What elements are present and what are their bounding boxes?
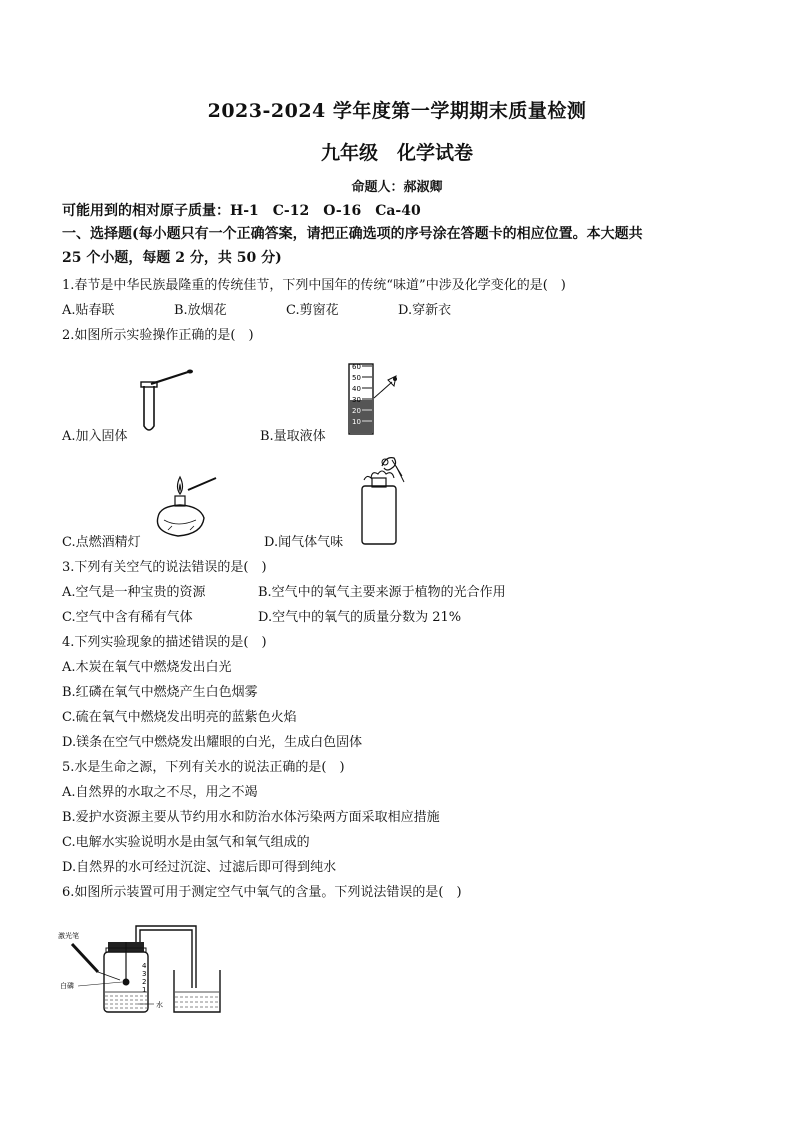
eye-icon bbox=[393, 377, 397, 381]
q1-option-c: C.剪窗花 bbox=[286, 303, 339, 318]
scale-mark-4: 4 bbox=[142, 962, 147, 970]
q6-stem: 6.如图所示装置可用于测定空气中氧气的含量。下列说法错误的是( ) bbox=[62, 885, 462, 900]
q2-option-a: A.加入固体 bbox=[62, 429, 128, 444]
q1-option-d: D.穿新衣 bbox=[398, 303, 452, 318]
q5-stem: 5.水是生命之源，下列有关水的说法正确的是( ) bbox=[62, 760, 345, 775]
q5-option-b: B.爱护水资源主要从节约用水和防治水体污染两方面采取相应措施 bbox=[62, 810, 440, 825]
scale-mark-1: 1 bbox=[142, 986, 147, 994]
label-laser-pen: 激光笔 bbox=[58, 932, 79, 940]
q3-option-d: D.空气中的氧气的质量分数为 21% bbox=[258, 610, 462, 625]
q4-stem: 4.下列实验现象的描述错误的是( ) bbox=[62, 635, 267, 650]
q1-stem: 1.春节是中华民族最隆重的传统佳节，下列中国年的传统“味道”中涉及化学变化的是( ) bbox=[62, 278, 566, 293]
q3-option-c: C.空气中含有稀有气体 bbox=[62, 610, 193, 625]
scale-mark-2: 2 bbox=[142, 978, 147, 986]
scale-mark-3: 3 bbox=[142, 970, 147, 978]
q2-option-b: B.量取液体 bbox=[260, 429, 326, 444]
q4-option-b: B.红磷在氧气中燃烧产生白色烟雾 bbox=[62, 685, 258, 700]
exam-title: 2023-2024 学年度第一学期期末质量检测 bbox=[207, 100, 587, 122]
atomic-mass-line: 可能用到的相对原子质量：H-1 C-12 O-16 Ca-40 bbox=[62, 203, 421, 219]
q4-option-c: C.硫在氧气中燃烧发出明亮的蓝紫色火焰 bbox=[62, 710, 297, 725]
cyl-mark-10: 10 bbox=[352, 418, 361, 426]
exam-author: 命题人：郝淑卿 bbox=[351, 180, 443, 195]
q3-option-b: B.空气中的氧气主要来源于植物的光合作用 bbox=[258, 585, 506, 600]
label-water: 水 bbox=[156, 1001, 163, 1009]
q2-option-c: C.点燃酒精灯 bbox=[62, 535, 141, 550]
q2-stem: 2.如图所示实验操作正确的是( ) bbox=[62, 328, 254, 343]
q4-option-a: A.木炭在氧气中燃烧发出白光 bbox=[62, 660, 232, 675]
cyl-mark-30: 30 bbox=[352, 396, 361, 404]
q1-option-b: B.放烟花 bbox=[174, 303, 227, 318]
graduated-cylinder-figure bbox=[340, 360, 410, 440]
q2-option-d: D.闻气体气味 bbox=[264, 535, 344, 550]
alcohol-lamp-figure bbox=[150, 472, 230, 542]
exam-subtitle: 九年级 化学试卷 bbox=[320, 142, 473, 164]
section1-heading-line2: 25 个小题，每题 2 分，共 50 分) bbox=[62, 250, 282, 266]
cyl-mark-20: 20 bbox=[352, 407, 361, 415]
q3-stem: 3.下列有关空气的说法错误的是( ) bbox=[62, 560, 267, 575]
q5-option-d: D.自然界的水可经过沉淀、过滤后即可得到纯水 bbox=[62, 860, 337, 875]
section1-heading-line1: 一、选择题(每小题只有一个正确答案，请把正确选项的序号涂在答题卡的相应位置。本大题共 bbox=[62, 226, 643, 242]
cyl-mark-50: 50 bbox=[352, 374, 361, 382]
cyl-mark-60: 60 bbox=[352, 363, 361, 371]
q3-option-a: A.空气是一种宝贵的资源 bbox=[62, 585, 206, 600]
oxygen-measure-apparatus-figure bbox=[58, 918, 228, 1018]
gas-bottle-figure bbox=[352, 452, 412, 548]
label-white-phosphorus: 白磷 bbox=[60, 982, 74, 990]
q1-option-a: A.贴春联 bbox=[62, 303, 115, 318]
q4-option-d: D.镁条在空气中燃烧发出耀眼的白光，生成白色固体 bbox=[62, 735, 363, 750]
q5-option-c: C.电解水实验说明水是由氢气和氧气组成的 bbox=[62, 835, 310, 850]
test-tube-solid-figure bbox=[130, 368, 200, 438]
q5-option-a: A.自然界的水取之不尽，用之不竭 bbox=[62, 785, 258, 800]
cyl-mark-40: 40 bbox=[352, 385, 361, 393]
